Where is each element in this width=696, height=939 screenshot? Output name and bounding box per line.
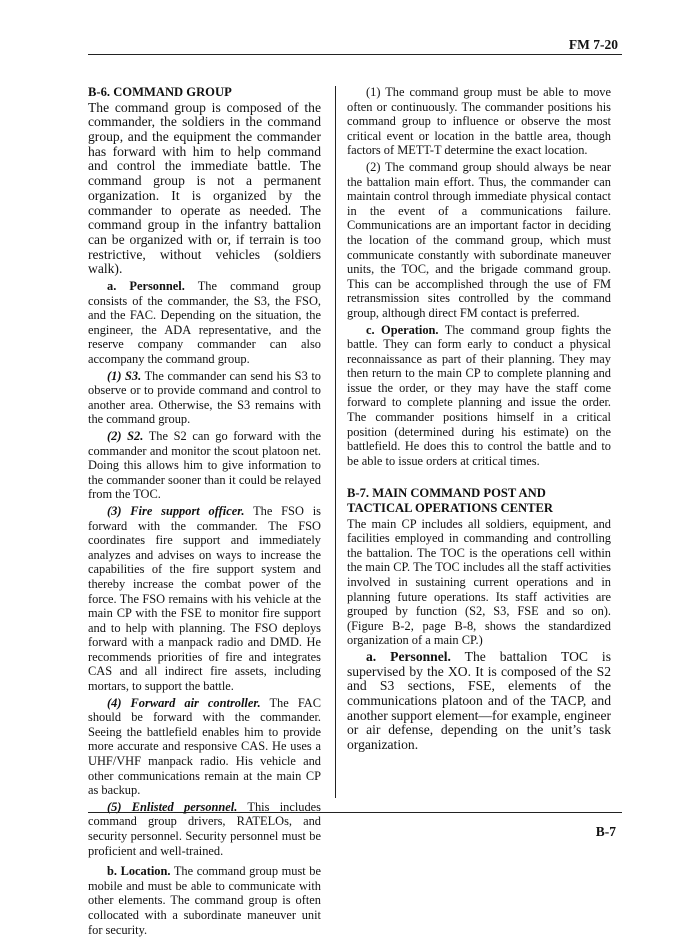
label-fac: (4) Forward air controller. [107,695,261,710]
paragraph-mobility: (1) The command group must be able to move often or continuously. The commander positions his command group to influence or observe the most critical event or location in the battle area, though factors of METT-T determine the exact location. [347,85,611,158]
footer-rule [88,812,622,813]
paragraph-location [88,864,321,937]
paragraph-enlisted [88,800,321,858]
label-s3: (1) S3. [107,368,142,383]
label-fso: (3) Fire support officer. [107,503,245,518]
text-s2: The S2 can go forward with the commander and monitor the scout platoon net. Doing this allows him to give information to the commander sooner than it could be relayed from the TOC. [88,428,321,502]
paragraph-s2 [88,429,321,502]
paragraph-personnel [88,279,321,367]
paragraph-fac [88,696,321,798]
label-location: b. Location. [107,864,171,879]
column-divider [335,86,336,798]
paragraph-main-cp: The main CP includes all soldiers, equipment, and facilities employed in commanding and controlling the battalion. The TOC is the operations cell within the main CP. The TOC includes all the staff activities involved in sustaining current operations and in planning future operations. Its staff activities are grouped by function (S2, S3, FSE and so on). (Figure B-2, page B-8, shows the standardized organization of a main CP.) [347,516,611,648]
text-personnel: The command group consists of the commander, the S3, the FSO, and the FAC. Depending on the situation, the engineer, the ADA representative, and the reserve company commander can also accompany the command group. [88,279,321,366]
text-fac: The FAC should be forward with the commander. Seeing the battlefield enables him to provide more accurate and responsive CAS. He uses a UHF/VHF manpack radio. His vehicle and other communications remain at the main CP as backup. [88,695,322,798]
page-number: B-7 [595,824,616,839]
text-enlisted: This includes command group drivers, RATELOs, and security personnel. Security personnel must be proficient and well-trained. [88,799,322,858]
paragraph-intro: The command group is composed of the commander, the soldiers in the command group, and the equipment the commander has forward with him to help command and control the immediate battle. The command group is not a permanent organization. It is organized by the commander to operate as needed. The command group in the infantry battalion can be organized with or, if terrain is too restrictive, without vehicles (soldiers walk). [88,99,321,277]
label-enlisted: (5) Enlisted personnel. [107,799,238,814]
text-s3: The commander can send his S3 to observe or to provide command and control to another area. Otherwise, the S3 remains with the command group. [88,368,321,427]
manual-id: FM 7-20 [568,37,618,52]
text-fso: The FSO is forward with the commander. The FSO coordinates fire support and immediately analyzes and advises on ways to increase the capabilities of the fire support system and thereby increase the combat power of the force. The FSO remains with his vehicle at the main CP with the FSE to monitor fire support and to help with planning. The FSO deploys forward with a manpack radio and DMD. He recommends priorities of fire and integrates CAS and all indirect fire assets, including mortars, to support the battle. [88,503,321,694]
left-column [88,85,321,939]
label-toc-personnel: a. Personnel. [366,648,451,664]
label-s2: (2) S2. [107,428,144,443]
label-operation: c. Operation. [366,322,439,337]
paragraph-operation [347,323,611,469]
section-heading-b7 [347,486,611,515]
paragraph-fso [88,504,321,694]
section-heading-b7-line2: TACTICAL OPERATIONS CENTER [347,501,553,516]
label-personnel: a. Personnel. [107,279,185,294]
right-column [347,85,611,755]
section-heading-b6: B-6. COMMAND GROUP [88,85,232,99]
paragraph-s3 [88,369,321,427]
text-location: The command group must be mobile and must be able to communicate with other elements. The command group is often collocated with a subordinate maneuver unit for security. [88,864,321,937]
text-operation: The command group fights the battle. They can form early to conduct a physical reconnaissance as part of their planning. They may then return to the main CP to complete planning and issue the order, or they may have the staff come forward to complete planning and issue the order. The commander positions himself in a critical position (determined during his estimate) on the battlefield. He does this to control the battle and to be able to issue orders at critical times. [347,322,611,468]
section-heading-b7-line1: B-7. MAIN COMMAND POST AND [347,486,546,501]
paragraph-toc-personnel [347,650,611,753]
text-toc-personnel: The battalion TOC is supervised by the XO. It is composed of the S2 and S3 sections, FSE, elements of the communications platoon and of the TACP, and another support element—for example, engineer or air defense, depending on the unit’s task organization. [347,648,612,753]
header-rule [88,54,622,55]
paragraph-main-effort: (2) The command group should always be near the battalion main effort. Thus, the commander can maintain control through immediate physical contact in the event of a communications failure. Communications are an important factor in deciding the location of the command group, which must communicate constantly with subordinate maneuver units, the TOC, and the brigade command group. This can be accomplished through the use of FM retransmission sites controlled by the command group, although direct FM contact is preferred. [347,159,611,320]
